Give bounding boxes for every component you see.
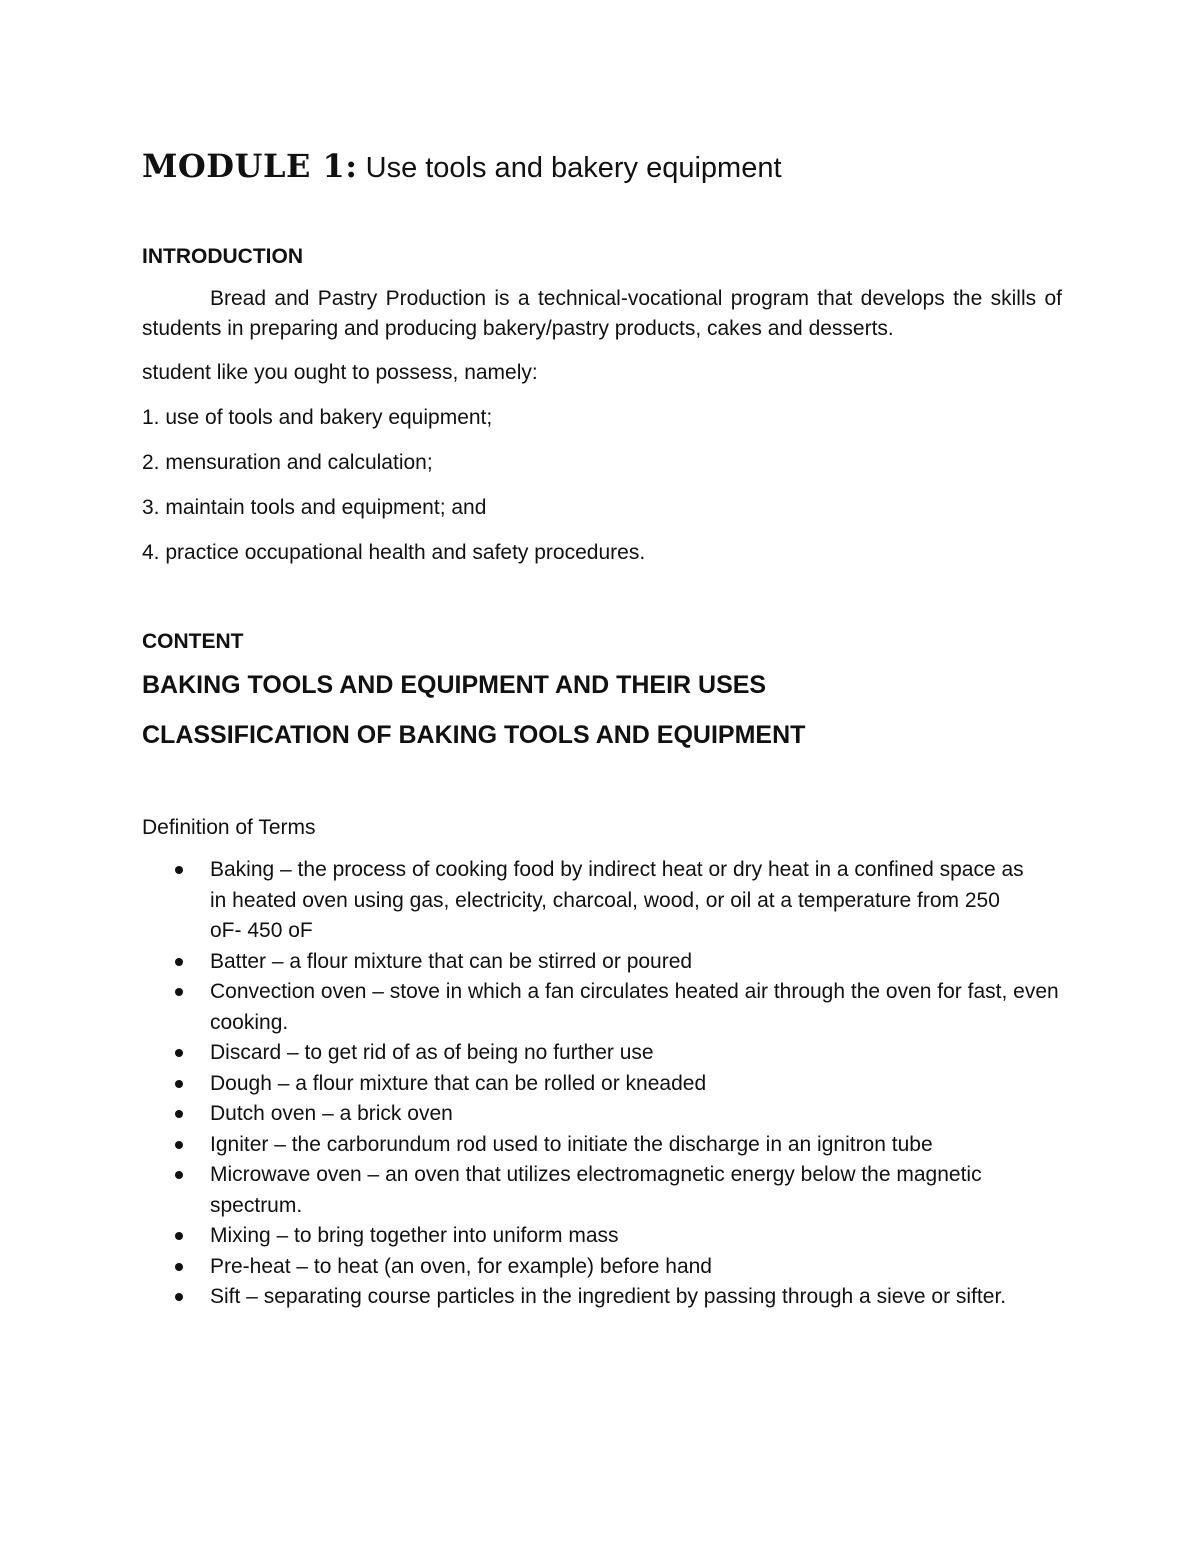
definition-text: Convection oven – stove in which a fan circulates heated air through the oven for fast, even cooking. [210,980,1059,1034]
bullet-icon [175,1049,183,1057]
module-title [142,140,1062,194]
definition-item [142,1130,1062,1161]
definition-item [142,1099,1062,1130]
bullet-icon [175,1232,183,1240]
bullet-icon [175,988,183,996]
definition-text: Sift – separating course particles in the ingredient by passing through a sieve or sifter. [210,1285,1007,1308]
definition-item [142,1252,1062,1283]
section-heading-classification: CLASSIFICATION OF BAKING TOOLS AND EQUIPMENT [142,721,806,749]
definition-item [142,1282,1062,1313]
list-item: 2. mensuration and calculation; [142,451,433,474]
definition-item [142,1160,1062,1221]
bullet-icon [175,866,183,874]
definitions-list [142,855,1062,1313]
introduction-paragraph: Bread and Pastry Production is a technical-vocational program that develops the skills of students in preparing and producing bakery/pastry products, cakes and desserts. [142,287,1062,340]
page-content [142,140,1062,1313]
definition-item [142,1221,1062,1252]
definition-text: Pre-heat – to heat (an oven, for example) before hand [210,1254,712,1278]
introduction-label: INTRODUCTION [142,245,303,268]
content-label: CONTENT [142,630,244,653]
section-heading-uses: BAKING TOOLS AND EQUIPMENT AND THEIR USES [142,671,767,699]
list-item: 3. maintain tools and equipment; and [142,496,487,519]
possess-line: student like you ought to possess, namely: [142,361,538,384]
definition-text: Batter – a flour mixture that can be stirred or poured [210,949,693,973]
definition-text: Dutch oven – a brick oven [210,1102,453,1125]
definition-text: Baking – the process of cooking food by indirect heat or dry heat in a confined space as in heated oven using gas, electricity, charcoal, wood, or oil at a temperature from 250 oF- 450 oF [210,858,1024,942]
definition-text: Mixing – to bring together into uniform mass [210,1224,619,1247]
definition-text: Discard – to get rid of as of being no further use [210,1041,654,1064]
definition-item [142,977,1062,1038]
list-item: 4. practice occupational health and safety procedures. [142,541,646,564]
definition-item [142,855,1062,947]
definition-item [142,1069,1062,1100]
definition-text: Dough – a flour mixture that can be rolled or kneaded [210,1071,707,1095]
module-subtitle: Use tools and bakery equipment [357,152,782,184]
definition-item [142,1038,1062,1069]
definition-text: Microwave oven – an oven that utilizes electromagnetic energy below the magnetic spectrum. [210,1163,982,1217]
definition-item [142,947,1062,978]
bullet-icon [175,958,183,966]
skills-list [142,403,1062,568]
bullet-icon [175,1080,183,1088]
definitions-title: Definition of Terms [142,816,316,839]
list-item: 1. use of tools and bakery equipment; [142,406,493,429]
bullet-icon [175,1171,183,1179]
bullet-icon [175,1263,183,1271]
bullet-icon [175,1293,183,1301]
bullet-icon [175,1110,183,1118]
module-prefix: MODULE 1: [142,147,358,185]
definition-text: Igniter – the carborundum rod used to initiate the discharge in an ignitron tube [210,1132,933,1156]
bullet-icon [175,1141,183,1149]
